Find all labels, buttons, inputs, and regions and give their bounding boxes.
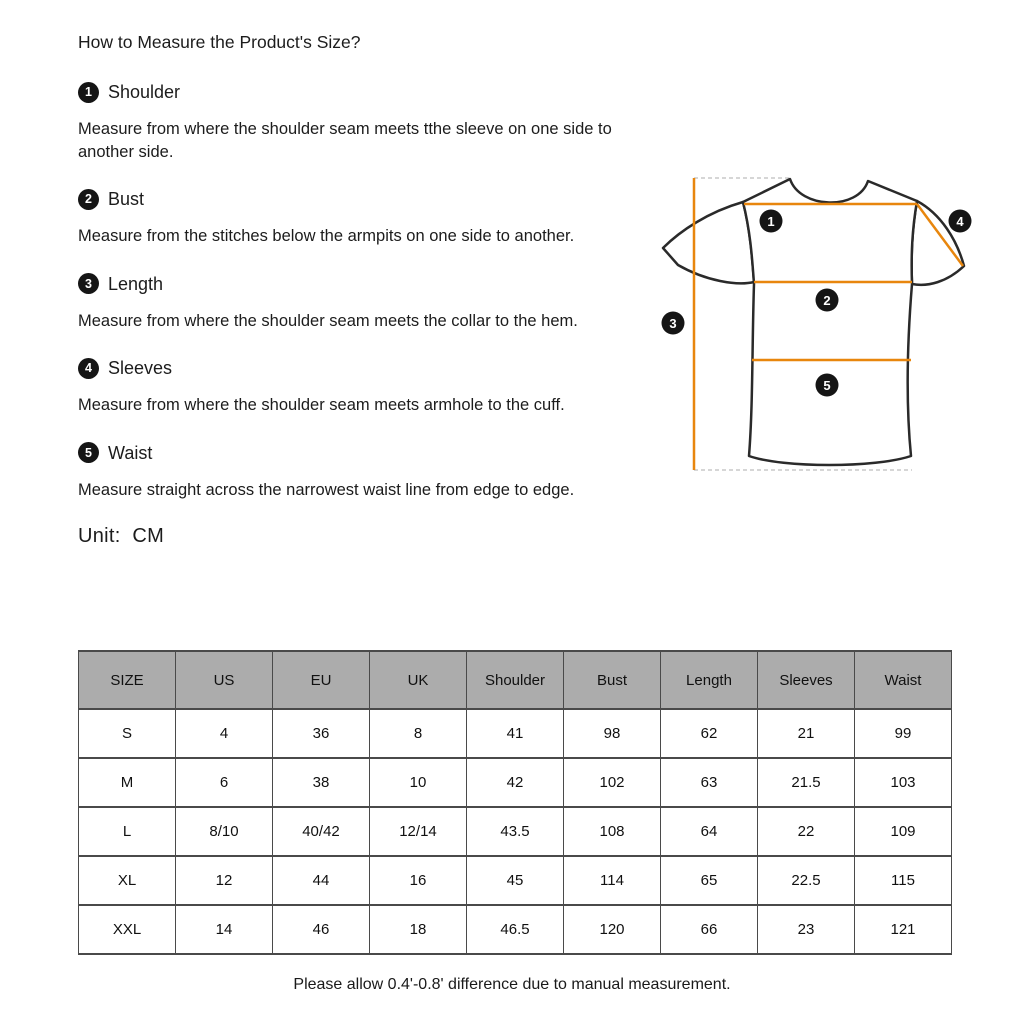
table-row-s: [79, 709, 952, 758]
instruction-text: Measure from the stitches below the armpits on one side to another.: [78, 227, 575, 245]
number-badge-2: 2: [78, 189, 99, 210]
table-cell: 22: [758, 807, 855, 856]
table-cell: 8: [370, 709, 467, 758]
page-title: How to Measure the Product's Size?: [78, 32, 361, 52]
table-cell: 109: [855, 807, 952, 856]
table-cell: 64: [661, 807, 758, 856]
unit-label: Unit: CM: [78, 525, 165, 547]
instruction-item-sleeves: [78, 356, 626, 417]
table-cell: 98: [564, 709, 661, 758]
instruction-text: Measure from where the shoulder seam meets tthe sleeve on one side to another side.: [78, 120, 612, 161]
column-header-bust: Bust: [564, 651, 661, 709]
table-cell: 103: [855, 758, 952, 807]
instruction-text: Measure from where the shoulder seam meets armhole to the cuff.: [78, 396, 565, 414]
column-header-eu: EU: [273, 651, 370, 709]
table-cell: 12/14: [370, 807, 467, 856]
marker-badge-4: [949, 210, 972, 233]
instructions-column: [78, 30, 626, 548]
instruction-item-bust: [78, 187, 626, 248]
marker-badge-3: [662, 312, 685, 335]
instruction-heading: [78, 272, 626, 296]
instruction-heading: [78, 187, 626, 211]
table-cell: 41: [467, 709, 564, 758]
svg-text:3: 3: [669, 316, 677, 331]
instruction-label: Bust: [108, 189, 145, 209]
column-header-waist: Waist: [855, 651, 952, 709]
size-table-body: [79, 709, 952, 954]
instruction-text: Measure straight across the narrowest waist line from edge to edge.: [78, 480, 575, 499]
column-header-shoulder: Shoulder: [467, 651, 564, 709]
table-cell: 46.5: [467, 905, 564, 954]
table-row-xxl: [79, 905, 952, 954]
table-row-xl: [79, 856, 952, 905]
table-cell: M: [79, 758, 176, 807]
instruction-item-waist: [78, 441, 626, 502]
svg-text:5: 5: [823, 378, 831, 393]
number-badge-5: 5: [78, 442, 99, 463]
instruction-heading: [78, 80, 626, 104]
size-table-header: [79, 651, 952, 709]
tshirt-left-sleeve: [663, 202, 754, 283]
table-cell: 21: [758, 709, 855, 758]
table-cell: 120: [564, 905, 661, 954]
table-cell: 36: [273, 709, 370, 758]
table-cell: 62: [661, 709, 758, 758]
column-header-length: Length: [661, 651, 758, 709]
table-cell: 99: [855, 709, 952, 758]
table-cell: 6: [176, 758, 273, 807]
table-cell: 115: [855, 856, 952, 905]
table-cell: 66: [661, 905, 758, 954]
tshirt-diagram: [650, 155, 1020, 495]
table-cell: 14: [176, 905, 273, 954]
table-cell: 121: [855, 905, 952, 954]
table-cell: 46: [273, 905, 370, 954]
instruction-label: Sleeves: [108, 358, 173, 378]
table-cell: 12: [176, 856, 273, 905]
table-cell: 38: [273, 758, 370, 807]
footer-note: Please allow 0.4'-0.8' difference due to manual measurement.: [293, 976, 731, 993]
tshirt-diagram-svg: [650, 155, 1020, 495]
table-cell: 102: [564, 758, 661, 807]
table-cell: 65: [661, 856, 758, 905]
column-header-size: SIZE: [79, 651, 176, 709]
table-cell: 18: [370, 905, 467, 954]
instruction-heading: [78, 441, 626, 465]
table-cell: L: [79, 807, 176, 856]
column-header-us: US: [176, 651, 273, 709]
instruction-item-shoulder: [78, 80, 626, 163]
marker-badge-2: [816, 289, 839, 312]
table-row-m: [79, 758, 952, 807]
table-cell: 114: [564, 856, 661, 905]
column-header-sleeves: Sleeves: [758, 651, 855, 709]
table-cell: 16: [370, 856, 467, 905]
number-badge-1: 1: [78, 82, 99, 103]
table-cell: 4: [176, 709, 273, 758]
table-cell: 108: [564, 807, 661, 856]
instruction-text: Measure from where the shoulder seam meets the collar to the hem.: [78, 311, 578, 330]
table-cell: 10: [370, 758, 467, 807]
table-cell: 44: [273, 856, 370, 905]
table-cell: 63: [661, 758, 758, 807]
instruction-item-length: [78, 272, 626, 333]
table-cell: 45: [467, 856, 564, 905]
svg-text:2: 2: [823, 293, 831, 308]
table-cell: S: [79, 709, 176, 758]
table-cell: 23: [758, 905, 855, 954]
table-cell: 8/10: [176, 807, 273, 856]
number-badge-3: 3: [78, 273, 99, 294]
instruction-label: Shoulder: [108, 82, 181, 102]
table-cell: 42: [467, 758, 564, 807]
marker-badge-1: [760, 210, 783, 233]
instruction-label: Length: [108, 273, 164, 294]
svg-text:1: 1: [767, 214, 775, 229]
table-cell: 21.5: [758, 758, 855, 807]
svg-text:4: 4: [956, 214, 964, 229]
marker-badge-5: [816, 374, 839, 397]
table-cell: XXL: [79, 905, 176, 954]
table-row-l: [79, 807, 952, 856]
number-badge-4: 4: [78, 358, 99, 379]
size-table: [78, 650, 952, 955]
table-cell: 40/42: [273, 807, 370, 856]
size-table-header-row: [79, 651, 952, 709]
instruction-label: Waist: [108, 442, 153, 463]
table-cell: 22.5: [758, 856, 855, 905]
instruction-heading: [78, 356, 626, 380]
table-cell: 43.5: [467, 807, 564, 856]
column-header-uk: UK: [370, 651, 467, 709]
table-cell: XL: [79, 856, 176, 905]
